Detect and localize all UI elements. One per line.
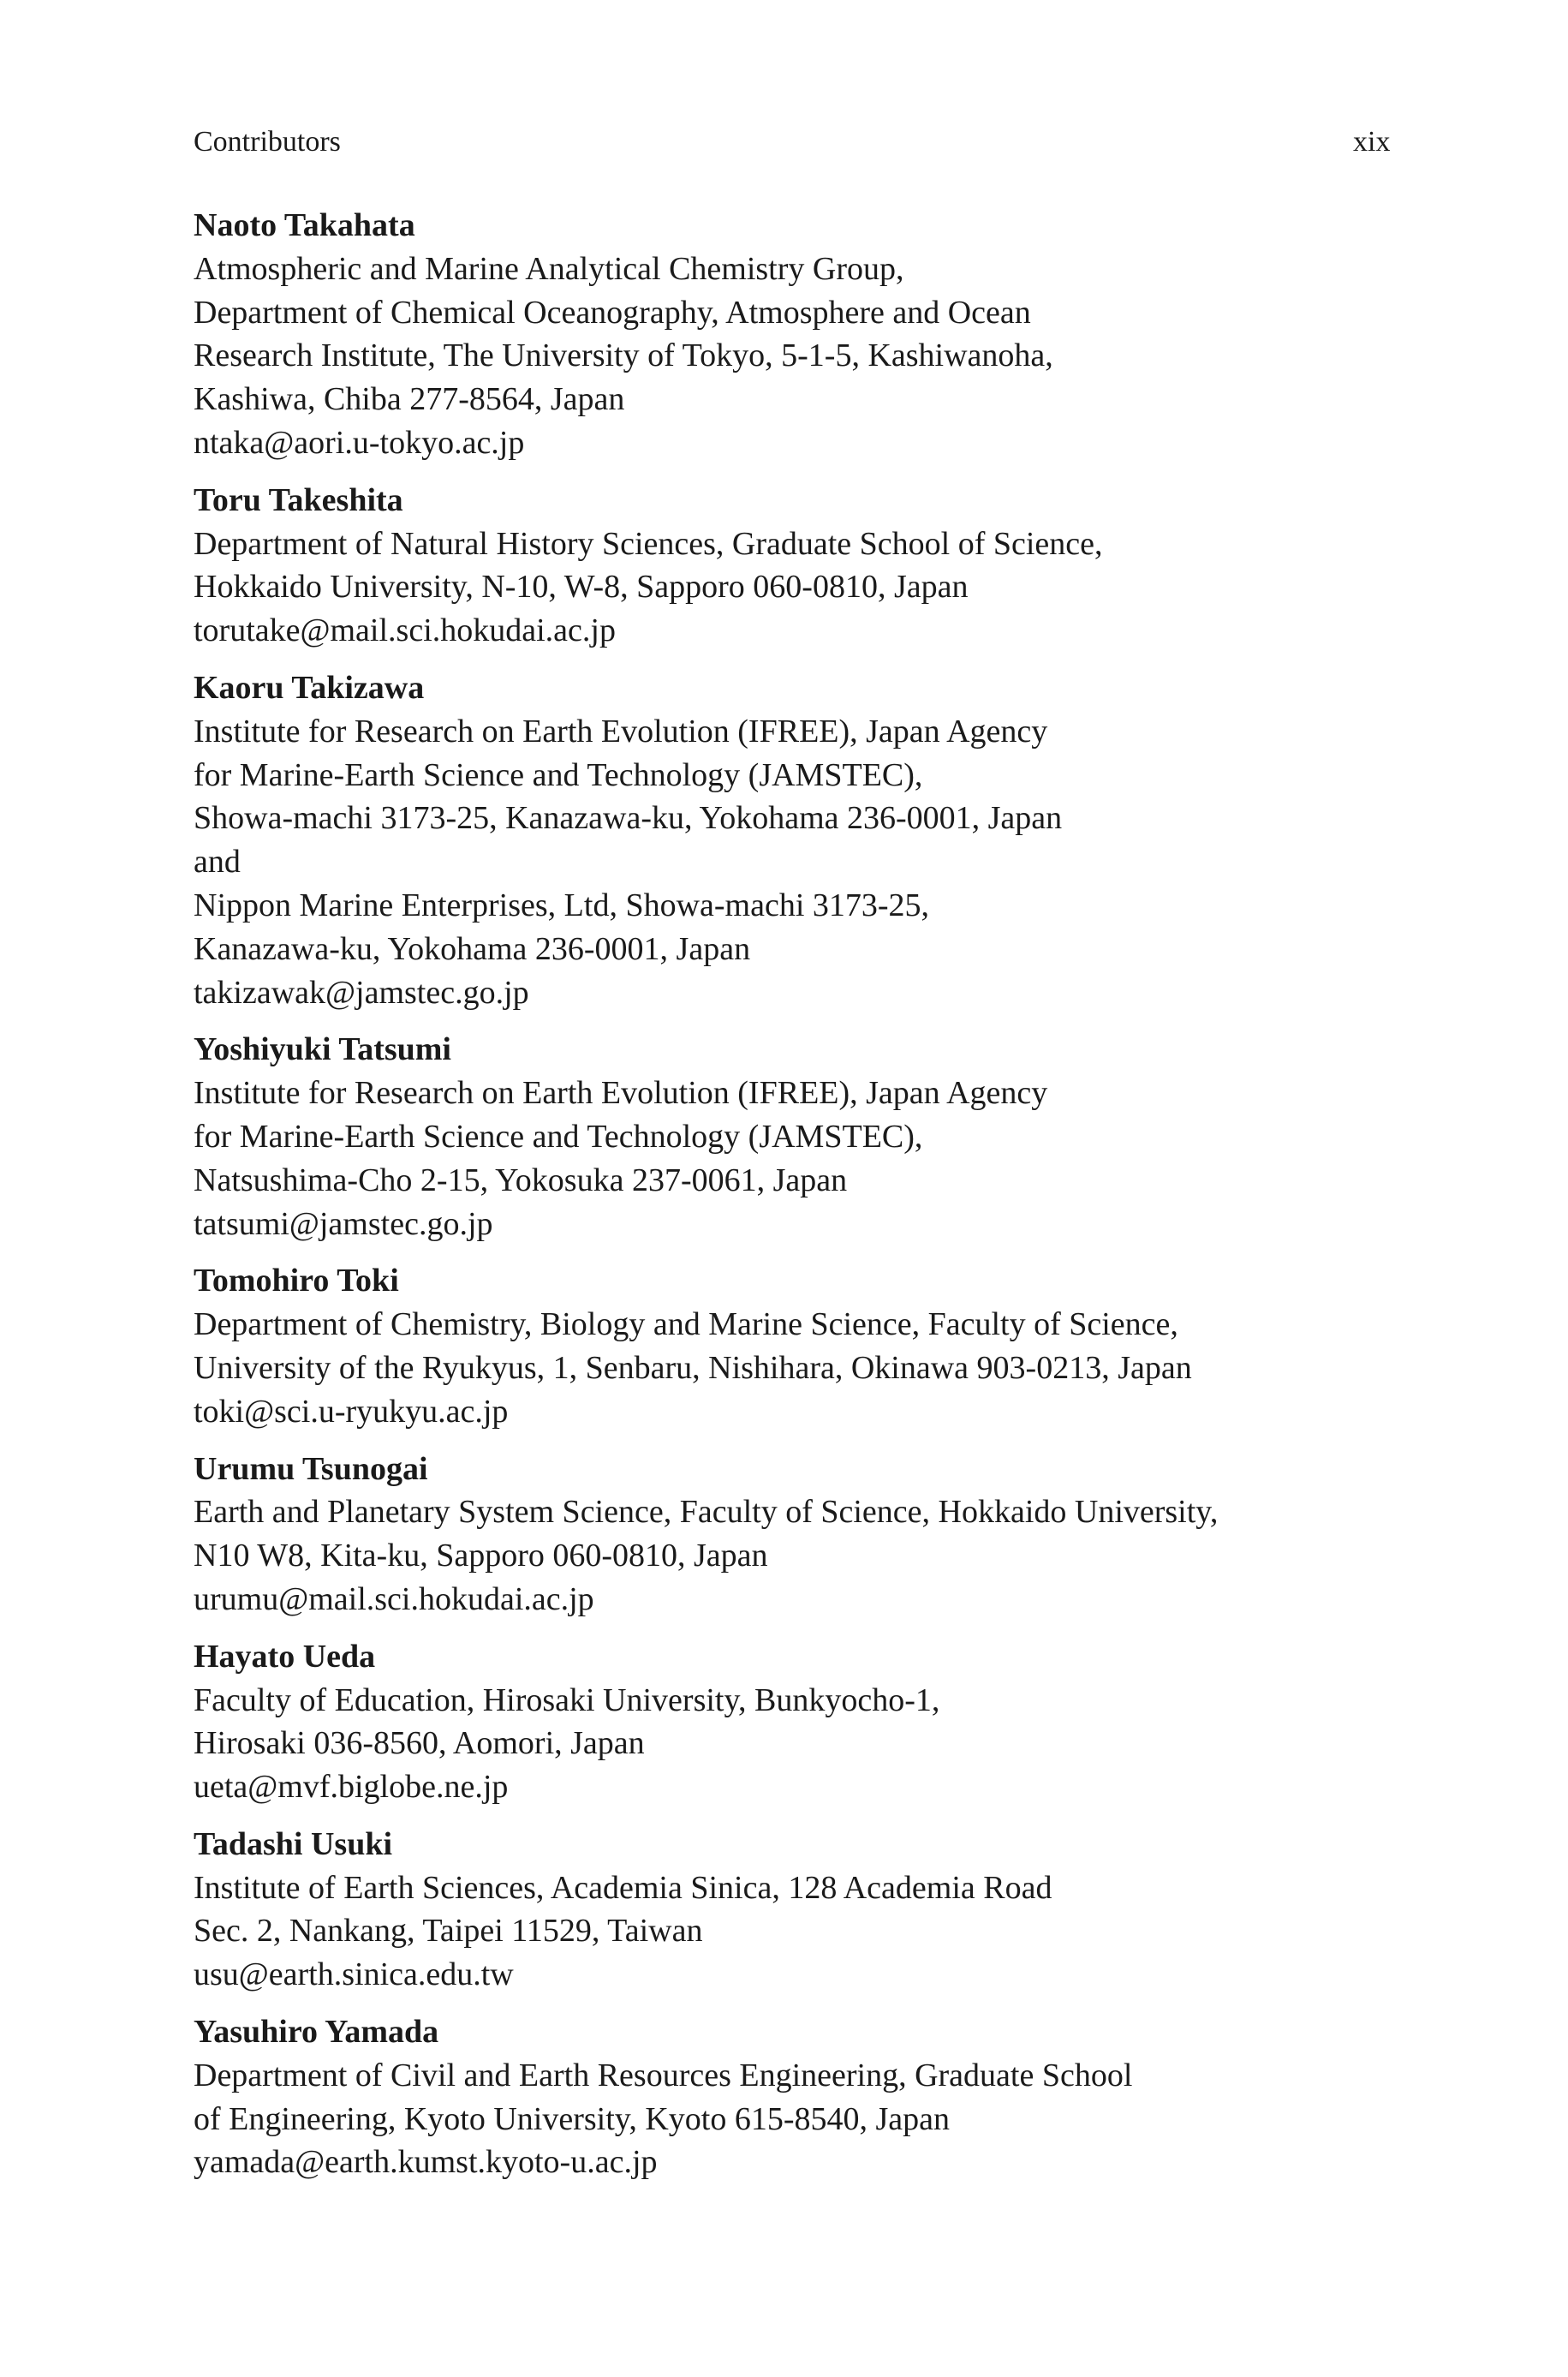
contributor-email: takizawak@jamstec.go.jp: [194, 974, 529, 1011]
page-number: xix: [1353, 126, 1391, 158]
affiliation-line: Research Institute, The University of Tokyo, 5-1-5, Kashiwanoha,: [194, 337, 1053, 374]
affiliation-line: Institute of Earth Sciences, Academia Sinica, 128 Academia Road: [194, 1869, 1052, 1906]
contributor-email: tatsumi@jamstec.go.jp: [194, 1205, 493, 1242]
contributor-list: [194, 204, 1427, 2198]
affiliation-line: for Marine-Earth Science and Technology (JAMSTEC),: [194, 1118, 923, 1155]
affiliation-line: Kanazawa-ku, Yokohama 236-0001, Japan: [194, 930, 751, 967]
affiliation-line: Natsushima-Cho 2-15, Yokosuka 237-0061, Japan: [194, 1162, 848, 1198]
affiliation-line: Department of Chemical Oceanography, Atmosphere and Ocean: [194, 294, 1031, 331]
contributor-name: Urumu Tsunogai: [194, 1450, 428, 1487]
affiliation-line: Showa-machi 3173-25, Kanazawa-ku, Yokohama 236-0001, Japan: [194, 800, 1063, 837]
contributor-email: ueta@mvf.biglobe.ne.jp: [194, 1769, 509, 1806]
affiliation-line: Faculty of Education, Hirosaki University, Bunkyocho-1,: [194, 1681, 940, 1718]
affiliation-line: of Engineering, Kyoto University, Kyoto 615-8540, Japan: [194, 2100, 950, 2137]
contributor-entry: [194, 1448, 1427, 1621]
contributor-email: usu@earth.sinica.edu.tw: [194, 1956, 514, 1993]
affiliation-line: Earth and Planetary System Science, Faculty of Science, Hokkaido University,: [194, 1494, 1219, 1531]
contributor-name: Toru Takeshita: [194, 481, 403, 518]
affiliation-line: for Marine-Earth Science and Technology (JAMSTEC),: [194, 756, 923, 793]
running-head: Contributors: [194, 126, 341, 158]
affiliation-line: Department of Natural History Sciences, Graduate School of Science,: [194, 525, 1103, 562]
contributor-email: torutake@mail.sci.hokudai.ac.jp: [194, 612, 616, 649]
affiliation-line: Institute for Research on Earth Evolution (IFREE), Japan Agency: [194, 1075, 1048, 1112]
contributor-entry: [194, 2010, 1427, 2184]
affiliation-line: Kashiwa, Chiba 277-8564, Japan: [194, 381, 625, 418]
contributor-name: Kaoru Takizawa: [194, 669, 425, 706]
affiliation-line: Hokkaido University, N-10, W-8, Sapporo 060-0810, Japan: [194, 569, 969, 606]
contributor-name: Naoto Takahata: [194, 207, 415, 243]
affiliation-line: Department of Civil and Earth Resources Engineering, Graduate School: [194, 2057, 1133, 2093]
affiliation-line: Atmospheric and Marine Analytical Chemistry Group,: [194, 250, 904, 287]
affiliation-line: Sec. 2, Nankang, Taipei 11529, Taiwan: [194, 1913, 703, 1950]
affiliation-line: Hirosaki 036-8560, Aomori, Japan: [194, 1725, 645, 1762]
contributor-entry: [194, 666, 1427, 1014]
contributor-entry: [194, 1823, 1427, 1997]
contributor-email: yamada@earth.kumst.kyoto-u.ac.jp: [194, 2144, 658, 2181]
contributor-email: ntaka@aori.u-tokyo.ac.jp: [194, 424, 525, 461]
contributor-name: Hayato Ueda: [194, 1638, 376, 1675]
contributor-email: toki@sci.u-ryukyu.ac.jp: [194, 1393, 509, 1430]
contributor-name: Tomohiro Toki: [194, 1263, 399, 1299]
affiliation-line: University of the Ryukyus, 1, Senbaru, Nishihara, Okinawa 903-0213, Japan: [194, 1349, 1192, 1386]
contributor-entry: [194, 204, 1427, 465]
contributor-name: Yoshiyuki Tatsumi: [194, 1031, 451, 1068]
contributor-email: urumu@mail.sci.hokudai.ac.jp: [194, 1580, 594, 1617]
affiliation-line: Department of Chemistry, Biology and Marine Science, Faculty of Science,: [194, 1306, 1178, 1343]
affiliation-line: and: [194, 844, 241, 881]
contributor-entry: [194, 1259, 1427, 1433]
contributor-entry: [194, 1028, 1427, 1245]
affiliation-line: Institute for Research on Earth Evolution (IFREE), Japan Agency: [194, 713, 1048, 750]
contributor-entry: [194, 1635, 1427, 1809]
affiliation-line: Nippon Marine Enterprises, Ltd, Showa-machi 3173-25,: [194, 887, 930, 923]
affiliation-line: N10 W8, Kita-ku, Sapporo 060-0810, Japan: [194, 1538, 768, 1574]
contributor-name: Tadashi Usuki: [194, 1825, 393, 1862]
contributor-name: Yasuhiro Yamada: [194, 2014, 439, 2051]
contributor-entry: [194, 479, 1427, 653]
